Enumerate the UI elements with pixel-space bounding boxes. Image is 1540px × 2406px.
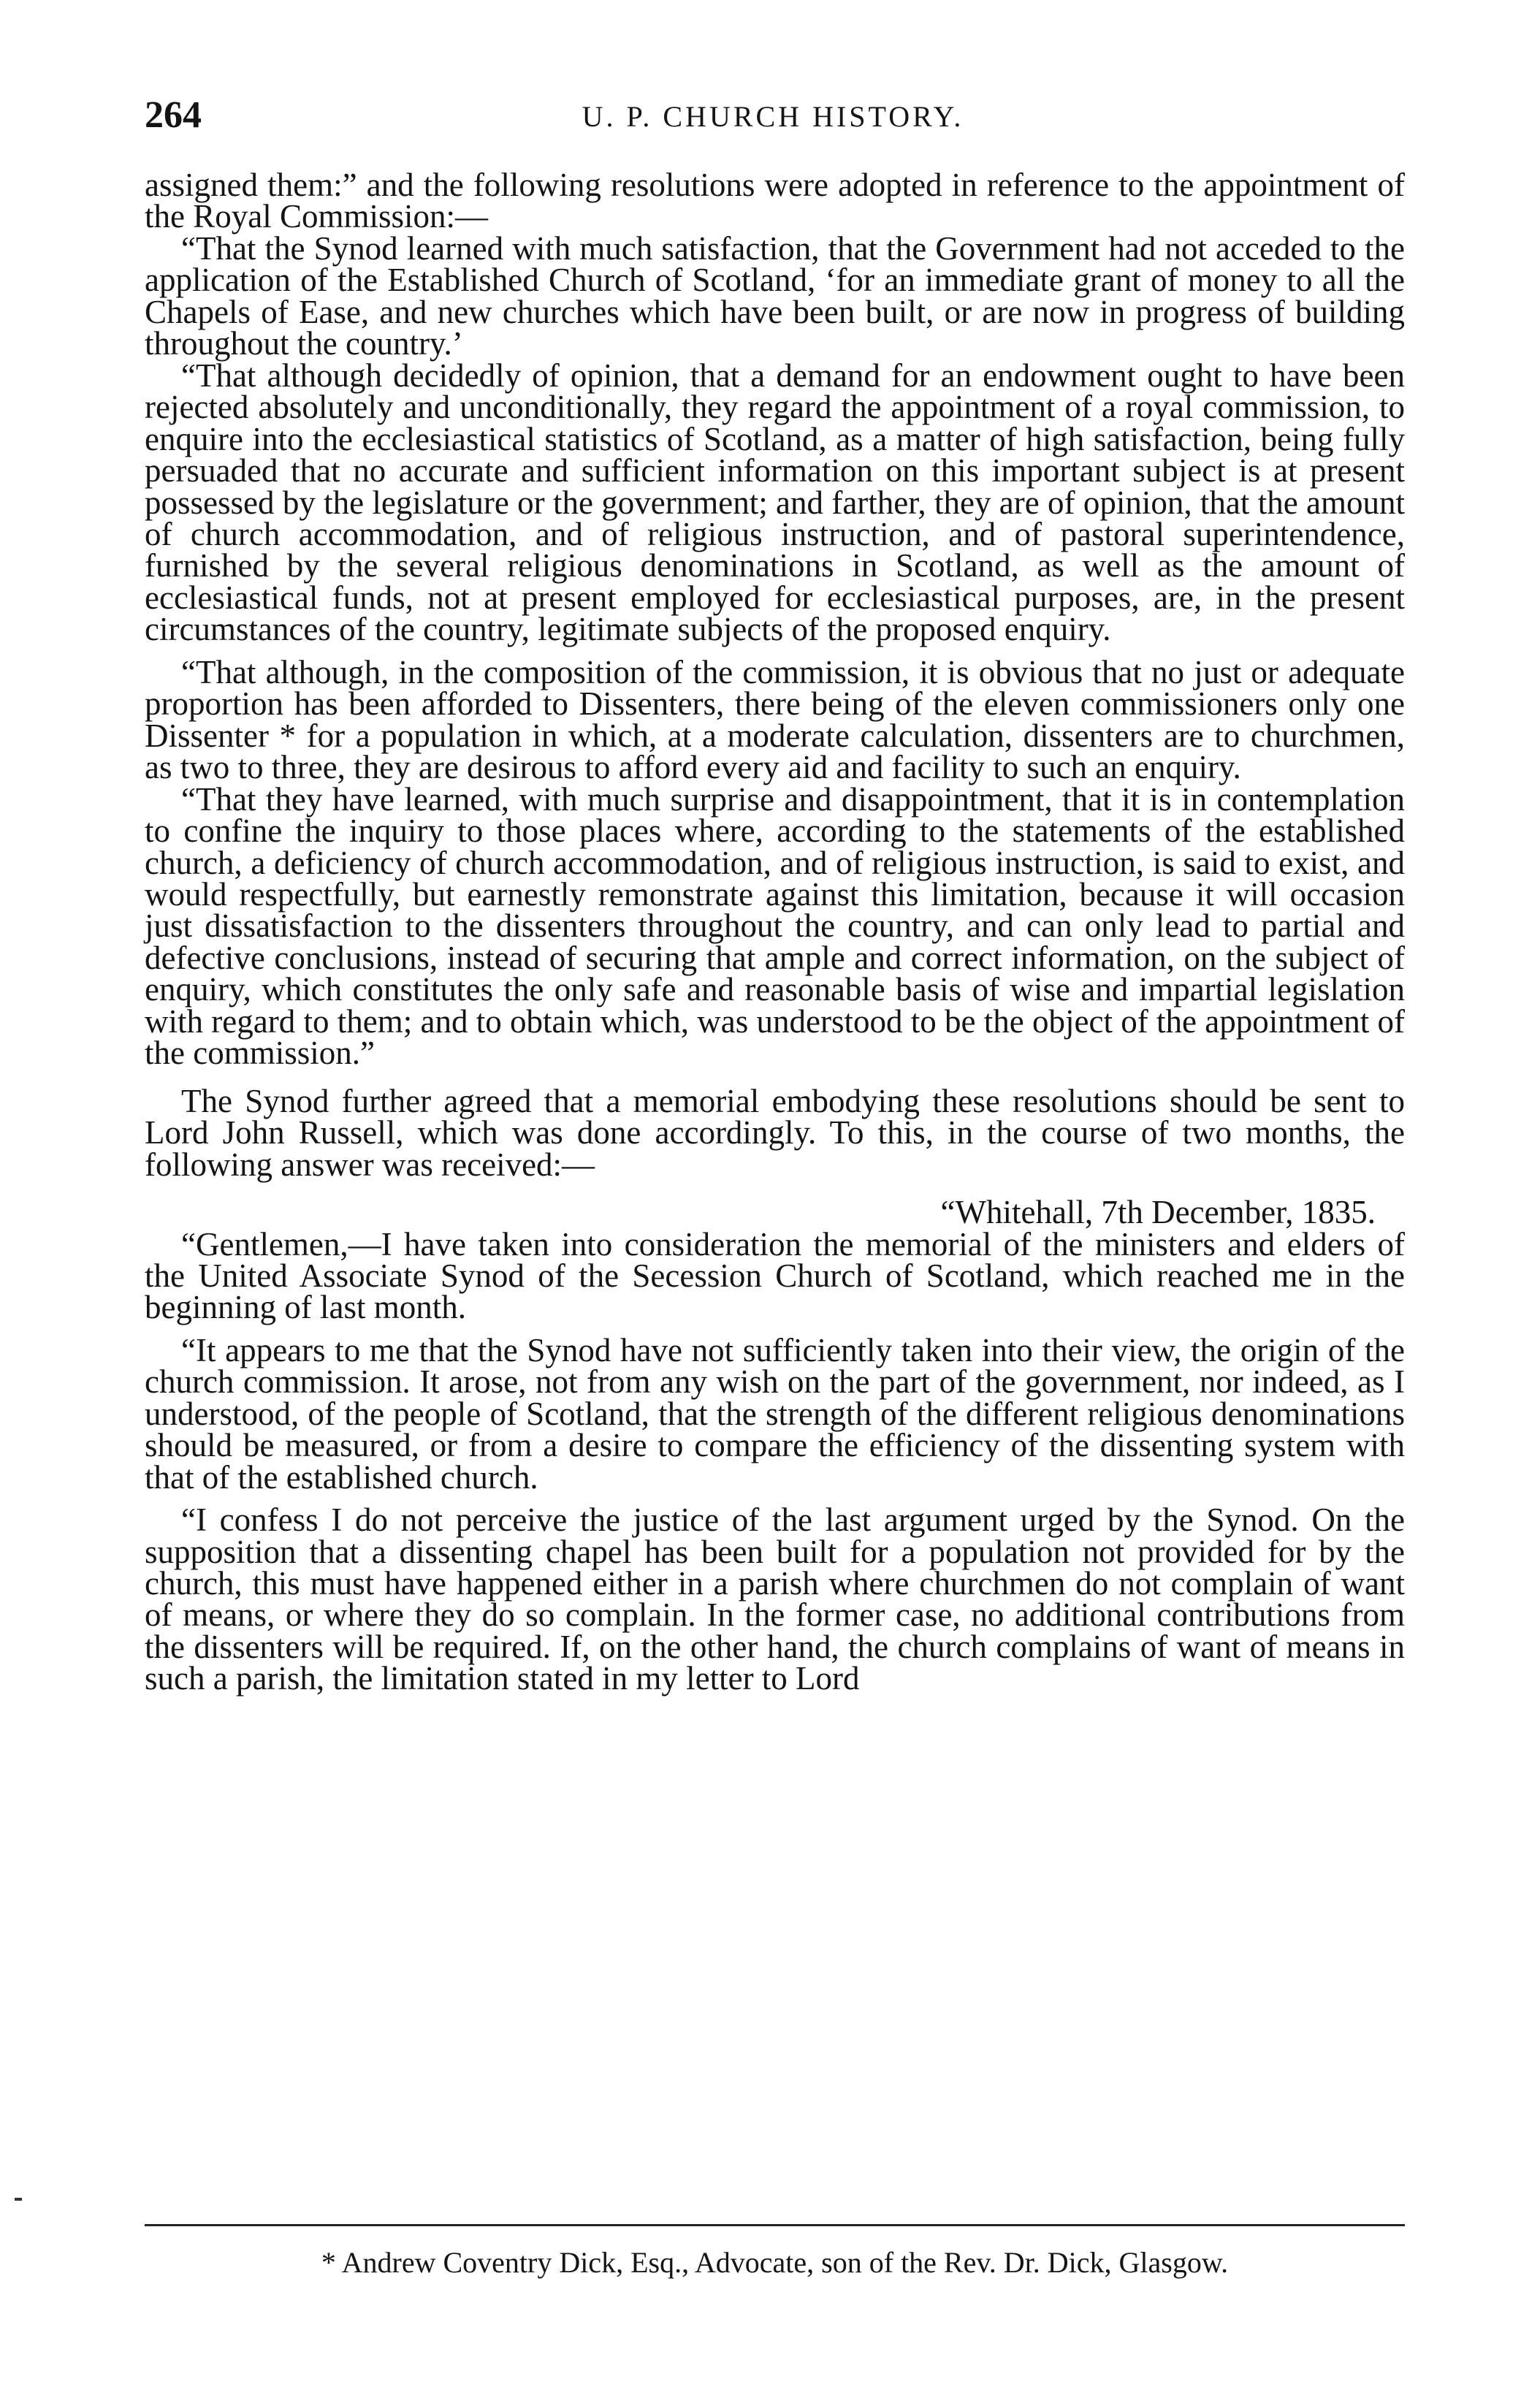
- resolution-composition: “That although, in the composition of the commission, it is obvious that no just or adequate proportion has been afforded to Dissenters, there being of the eleven commissioners only one Dissenter * for a population in which, at a moderate calculation, dissenters are to churchmen, as two to three, they are desirous to afford every aid and facility to such an enquiry.: [145, 653, 1405, 786]
- page-number: 264: [145, 94, 202, 136]
- letter-salutation: “Gentlemen,—I have taken into consideration the memorial of the ministers and elders of the United Associate Synod of the Secession Church of Scotland, which reached me in the beginning of last month.: [145, 1225, 1405, 1326]
- paragraph-memorial: The Synod further agreed that a memorial embodying these resolutions should be sent to Lord John Russell, which was done accordingly. To this, in the course of two months, the following answer was received:—: [145, 1082, 1405, 1183]
- running-title: U. P. CHURCH HISTORY.: [582, 100, 964, 133]
- letter-paragraph-argument: “I confess I do not perceive the justice of the last argument urged by the Synod. On the supposition that a dissenting chapel has been built for a population not provided for by the church, this must have happened either in a parish where churchmen do not complain of want of means, or where they do so complain. In the former case, no additional contributions from the dissenters will be required. If, on the other hand, the church complains of want of means in such a parish, the limitation stated in my letter to Lord: [145, 1501, 1405, 1697]
- resolution-government-grant: “That the Synod learned with much satisfaction, that the Government had not acceded to the application of the Established Church of Scotland, ‘for an immediate grant of money to all the Chapels of Ease, and new churches which have been built, or are now in progress of building throughout the country.’: [145, 229, 1405, 362]
- body-text: [145, 167, 1405, 1697]
- footnote-rule: [145, 2224, 1405, 2226]
- resolution-royal-commission: “That although decidedly of opinion, that a demand for an endowment ought to have been rejected absolutely and unconditionally, they regard the appointment of a royal commission, to enquire into the ecclesiastical statistics of Scotland, as a matter of high satisfaction, being fully persuaded that no accurate and sufficient information on this important subject is at present possessed by the legislature or the government; and farther, they are of opinion, that the amount of church accommodation, and of religious instruction, and of pastoral superintendence, furnished by the several religious denominations in Scotland, as well as the amount of ecclesiastical funds, not at present employed for ecclesiastical purposes, are, in the present circumstances of the country, legitimate subjects of the proposed enquiry.: [145, 357, 1405, 648]
- footnote: * Andrew Coventry Dick, Esq., Advocate, son of the Rev. Dr. Dick, Glasgow.: [321, 2246, 1229, 2279]
- paragraph-continuation: assigned them:” and the following resolutions were adopted in reference to the appointment of the Royal Commission:—: [145, 167, 1405, 235]
- running-head: [145, 94, 1401, 145]
- letter-dateline: “Whitehall, 7th December, 1835.: [940, 1194, 1376, 1231]
- margin-mark: [15, 2198, 22, 2201]
- resolution-limitation: “That they have learned, with much surprise and disappointment, that it is in contemplation to confine the inquiry to those places where, according to the statements of the established church, a deficiency of church accommodation, and of religious instruction, is said to exist, and would respectfully, but earnestly remonstrate against this limitation, because it will occasion just dissatisfaction to the dissenters throughout the country, and can only lead to partial and defective conclusions, instead of securing that ample and correct information, on the subject of enquiry, which constitutes the only safe and reasonable basis of wise and impartial legislation with regard to them; and to obtain which, was understood to be the object of the appointment of the commission.”: [145, 780, 1405, 1072]
- letter-paragraph-origin: “It appears to me that the Synod have not sufficiently taken into their view, the origin of the church commission. It arose, not from any wish on the part of the government, nor indeed, as I understood, of the people of Scotland, that the strength of the different religious denominations should be measured, or from a desire to compare the efficiency of the dissenting system with that of the established church.: [145, 1331, 1405, 1496]
